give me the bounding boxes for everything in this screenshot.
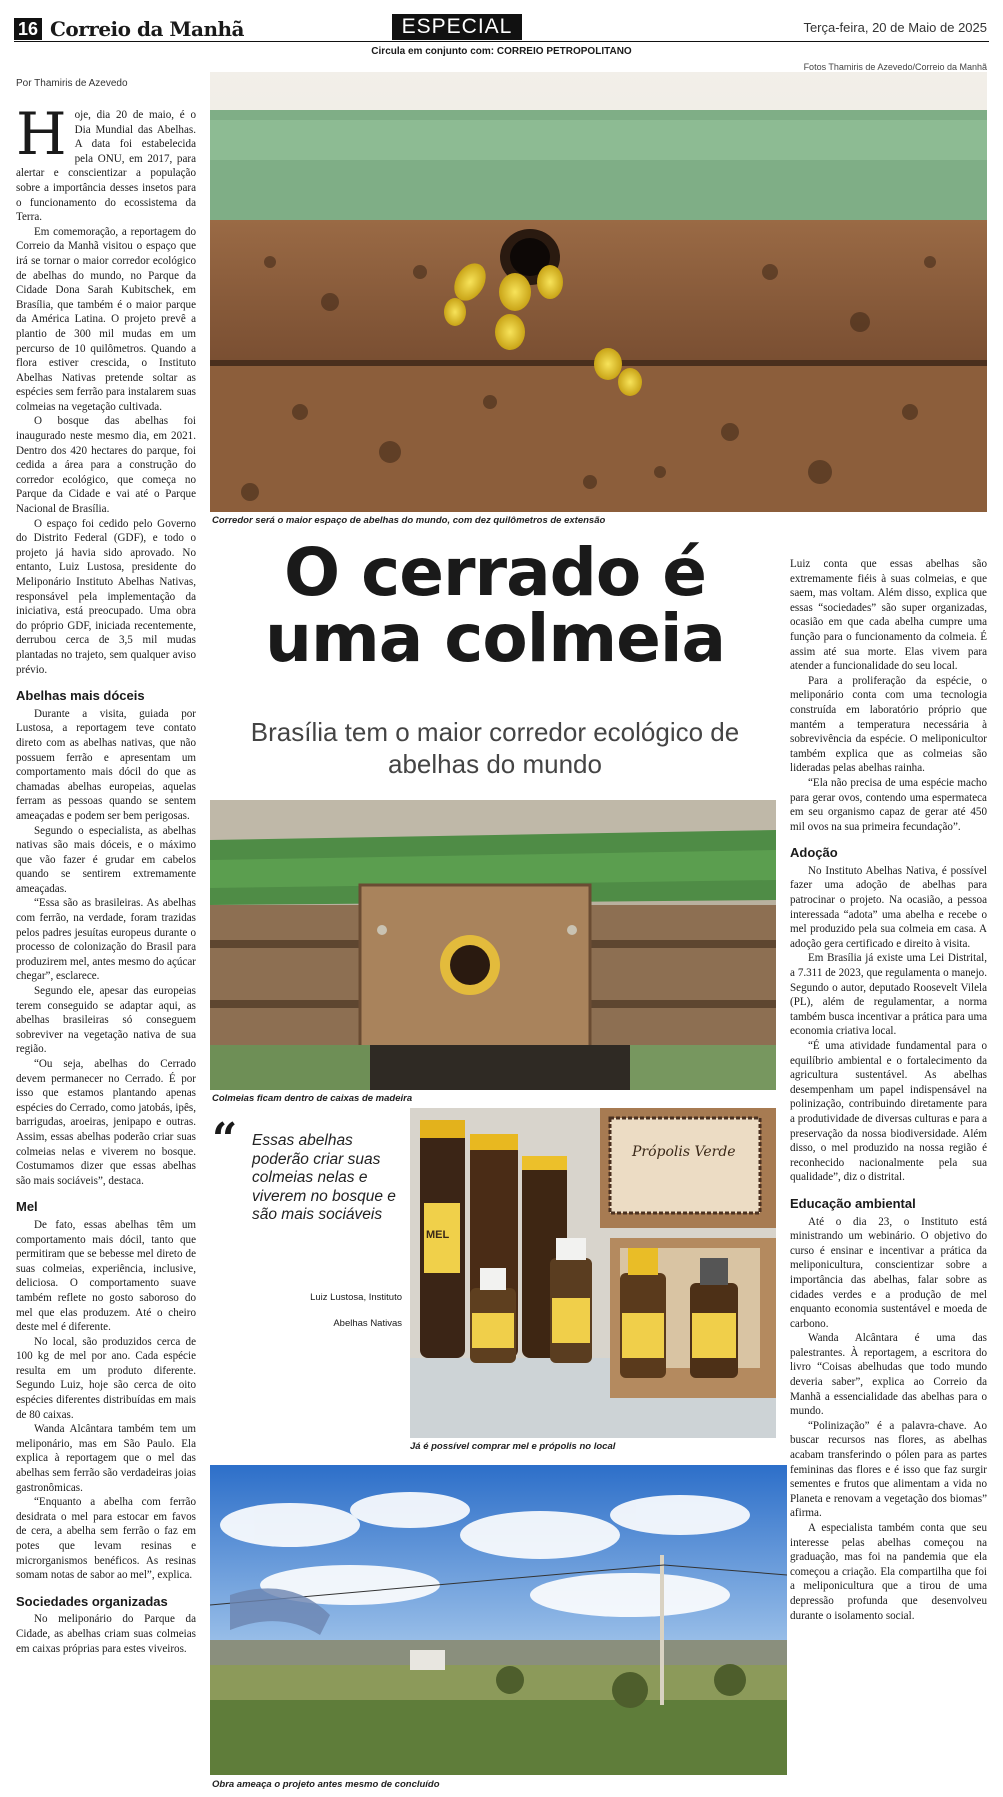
subheadline: Brasília tem o maior corredor ecológico de abelhas do mundo — [250, 717, 740, 779]
photo-honey-products — [410, 1108, 776, 1438]
first-paragraph — [16, 100, 196, 225]
page-number: 16 — [14, 18, 42, 40]
photo-wooden-box — [210, 800, 776, 1090]
jar-label-text: MEL — [426, 1229, 450, 1241]
photo-credit: Fotos Thamiris de Azevedo/Correio da Manhã — [803, 62, 987, 72]
paragraph: A especialista também conta que seu interesse pelas abelhas começou na graduação, mas foi na pandemia que ela começou a criação. Ela compartilha que foi a meliponicultura que a tirou de uma depressão profunda que desenvolveu durante o isolamento social. — [790, 1522, 987, 1622]
paragraph: No Instituto Abelhas Nativa, é possível fazer uma adoção de abelhas para patrocinar o projeto. Na ocasião, a pessoa interessada “adota” uma abelha e recebe o mel produzido pela sua colmeia em casa. A adoção gera certificado e direito à visita. — [790, 864, 987, 950]
photo-construction-site — [210, 1465, 787, 1775]
dropcap: H — [16, 100, 67, 168]
paragraph: Em comemoração, a reportagem do Correio da Manhã visitou o espaço que irá se tornar o maior corredor ecológico de abelhas do mundo, no Parque da Cidade Dona Sarah Kubitschek, em Brasília, que também é o maior parque da América Latina. O projeto prevê a plantio de 300 mil mudas em um percurso de 10 quilômetros. Quando a flora estiver crescida, o Instituto Abelhas Nativas pretende soltar as espécies sem ferrão para instalarem suas colmeias na vegetação cultivada. — [16, 225, 196, 413]
paragraph: “Essa são as brasileiras. As abelhas com ferrão, na verdade, foram trazidas pelos padres jesuítas europeus durante o processo de colonização do Brasil para produzirem mel, antes mesmo do açúcar chegar”, esclarece. — [16, 897, 196, 983]
paragraph: Durante a visita, guiada por Lustosa, a reportagem teve contato direto com as abelhas nativas, que não possuem ferrão e apresentam um comportamento mais dócil do que as chamadas abelhas europeias, aquelas ferram as pessoas quando se sentem ameaçadas e podem ser bem perigosas. — [16, 707, 196, 822]
subheading: Educação ambiental — [790, 1195, 916, 1211]
paragraph: “Polinização” é a palavra-chave. Ao buscar recursos nas flores, as abelhas acabam transferindo o pólen para as partes femininas das flores e é isso que faz surgir sementes e frutos que alimentam a vida no Planeta e renovam a vegetação dos biomas” afirma. — [790, 1419, 987, 1520]
subheading: Mel — [16, 1199, 38, 1215]
honey-products-image — [410, 1108, 776, 1438]
paragraph: Segundo o especialista, as abelhas nativas são mais dóceis, e o máximo que vão fazer é grudar em cabelos quando se sentirem extremamente ameaçadas. — [16, 824, 196, 895]
caption-photo4: Obra ameaça o projeto antes mesmo de concluído — [212, 1779, 440, 1790]
header-rule — [14, 41, 989, 42]
quote-attribution-line1: Luiz Lustosa, Instituto — [310, 1292, 402, 1303]
quote-mark: “ — [212, 1114, 238, 1165]
paragraph: Em Brasília já existe uma Lei Distrital, a 7.311 de 2023, que regulamenta o manejo. Segundo o autor, deputado Roosevelt Vilela (PL), além de regulamentar, a norma também busca incentivar a prática para uma economia criativa local. — [790, 952, 987, 1038]
subheading: Sociedades organizadas — [16, 1593, 168, 1609]
paragraph: “É uma atividade fundamental para o equilíbrio ambiental e o fortalecimento da agricultura sustentável. As abelhas desempenham um papel indispensável na polinização, contribuindo diretamente para a produtividade de diversas culturas e para a preservação da nossa biodiversidade. Além disso, o mel produzido na nossa região é reconhecido nacionalmente pela sua qualidade”, diz o distrital. — [790, 1040, 987, 1184]
paragraph: oje, dia 20 de maio, é o Dia Mundial das Abelhas. A data foi estabelecida pela ONU, em 2017, para alertar e conscientizar a população sobre a importância desses insetos para o funcionamento do ecossistema da Terra. — [16, 109, 196, 224]
paragraph: Wanda Alcântara também tem um meliponário, mas em São Paulo. Ela explica à reportagem que o mel das abelhas sem ferrão são verdadeiras joias gastronômicas. — [16, 1423, 196, 1494]
paragraph: De fato, essas abelhas têm um comportamento mais dócil, tanto que permitiram que se bebesse mel direto de suas colmeias, experiência, inclusive, deliciosa. O comportamento suave também reflete no gosto saboroso do mel que elas produzem. Até o cheiro deste mel é diferente. — [16, 1218, 196, 1334]
subheading: Adoção — [790, 845, 838, 861]
pull-quote: Essas abelhas poderão criar suas colmeias nelas e viverem no bosque e são mais sociáveis — [252, 1132, 396, 1223]
caption-photo3: Já é possível comprar mel e própolis no local — [410, 1441, 616, 1452]
subheading: Abelhas mais dóceis — [16, 688, 145, 704]
paragraph: O bosque das abelhas foi inaugurado neste mesmo dia, em 2021. Dentro dos 420 hectares do parque, foi cedida a área para a construção do corredor ecológico, que começa no Parque da Cidade e vai até o Parque Nacional de Brasília. — [16, 415, 196, 516]
caption-photo1: Corredor será o maior espaço de abelhas do mundo, com dez quilômetros de extensão — [212, 515, 606, 526]
quote-attribution-line2: Abelhas Nativas — [333, 1318, 402, 1329]
quote-attribution — [252, 1285, 402, 1337]
circulation-note: Circula em conjunto com: CORREIO PETROPOLITANO — [371, 46, 632, 57]
wooden-box-image — [210, 800, 776, 1090]
construction-site-image — [210, 1465, 787, 1775]
section-tag: ESPECIAL — [392, 14, 522, 40]
paragraph: Luiz conta que essas abelhas são extremamente fiéis à suas colmeias, e que saem, mas voltam. Além disso, explica que essas “sociedades” são super organizadas, ocasião em que cada abelha cumpre uma função para o funcionamento da colmeia. É assim até sua morte. Elas vivem para atender a funcionalidade do seu local. — [790, 558, 987, 673]
article-column-left — [16, 100, 196, 1656]
hive-entrance-image — [210, 72, 987, 512]
paragraph: No meliponário do Parque da Cidade, as abelhas criam suas colmeias em caixas próprias para estes viveiros. — [16, 1613, 196, 1655]
caption-photo2: Colmeias ficam dentro de caixas de madeira — [212, 1093, 413, 1104]
paragraph: “Enquanto a abelha com ferrão desidrata o mel para estocar em favos de cera, a abelha sem ferrão o faz em potes que levam resinas e microrganismos benéficos. As resinas somam notas de sabor ao mel”, explica. — [16, 1496, 196, 1582]
paragraph: Wanda Alcântara é uma das palestrantes. À reportagem, a escritora do livro “Coisas abelhudas que todo mundo deveria saber”, explica ao Correio da Manhã a essencialidade das abelhas para o mundo. — [790, 1332, 987, 1418]
paragraph: Até o dia 23, o Instituto está ministrando um webinário. O objetivo do curso é ensinar e incentivar a prática da meliponicultura, conscientizar sobre a importância das abelhas, falar sobre as cidades verdes e a produção de mel enquanto economia sustentável e moeda de carbono. — [790, 1215, 987, 1330]
paragraph: O espaço foi cedido pelo Governo do Distrito Federal (GDF), e todo o projeto já havia sido aprovado. No entanto, Luiz Lustosa, presidente do Meliponário Instituto Abelhas Nativas, responsável pela implementação da iniciativa, está preocupado. Uma obra do próprio GDF, iniciada recentemente, derrubou cerca de 3,5 mil mudas plantadas no trajeto, sem qualquer aviso prévio. — [16, 517, 196, 676]
article-column-right — [790, 557, 987, 1623]
issue-date: Terça-feira, 20 de Maio de 2025 — [803, 20, 987, 35]
paragraph: “Ela não precisa de uma espécie macho para gerar ovos, contendo uma espermateca em seu organismo capaz de gerar até 450 mil ovos na sua primeira fecundação”. — [790, 776, 987, 833]
paragraph: Para a proliferação da espécie, o meliponário conta com uma tecnologia construída em laboratório próprio que mantém a temperatura necessária à sobrevivência da espécie. O meliponicultor também explica que as colmeias são lideradas pelas abelhas rainha. — [790, 674, 987, 775]
paragraph: “Ou seja, abelhas do Cerrado devem permanecer no Cerrado. É por isso que estamos plantando apenas espécies do Cerrado, como jatobás, ipês, barrigudas, aroeiras, jenipapo e outras. Assim, essas abelhas poderão criar suas colmeias nelas e viverem no bosque. Costumamos dizer que essas abelhas são mais sociáveis”, destaca. — [16, 1058, 196, 1187]
paragraph: Segundo ele, apesar das europeias terem conseguido se adaptar aqui, as abelhas brasileiras só conseguem sobreviver na vegetação nativa de sua região. — [16, 985, 196, 1056]
propolis-sign-text: Própolis Verde — [632, 1144, 736, 1160]
paragraph: No local, são produzidos cerca de 100 kg de mel por ano. Cada espécie resulta em um produto diferente. Segundo Luiz, hoje são cerca de oito espécies diferentes distribuídas em mais de 80 caixas. — [16, 1335, 196, 1421]
headline: O cerrado é uma colmeia — [264, 534, 726, 677]
photo-hive-entrance — [210, 72, 987, 512]
byline: Por Thamiris de Azevedo — [16, 78, 128, 89]
newspaper-name: Correio da Manhã — [50, 17, 245, 41]
